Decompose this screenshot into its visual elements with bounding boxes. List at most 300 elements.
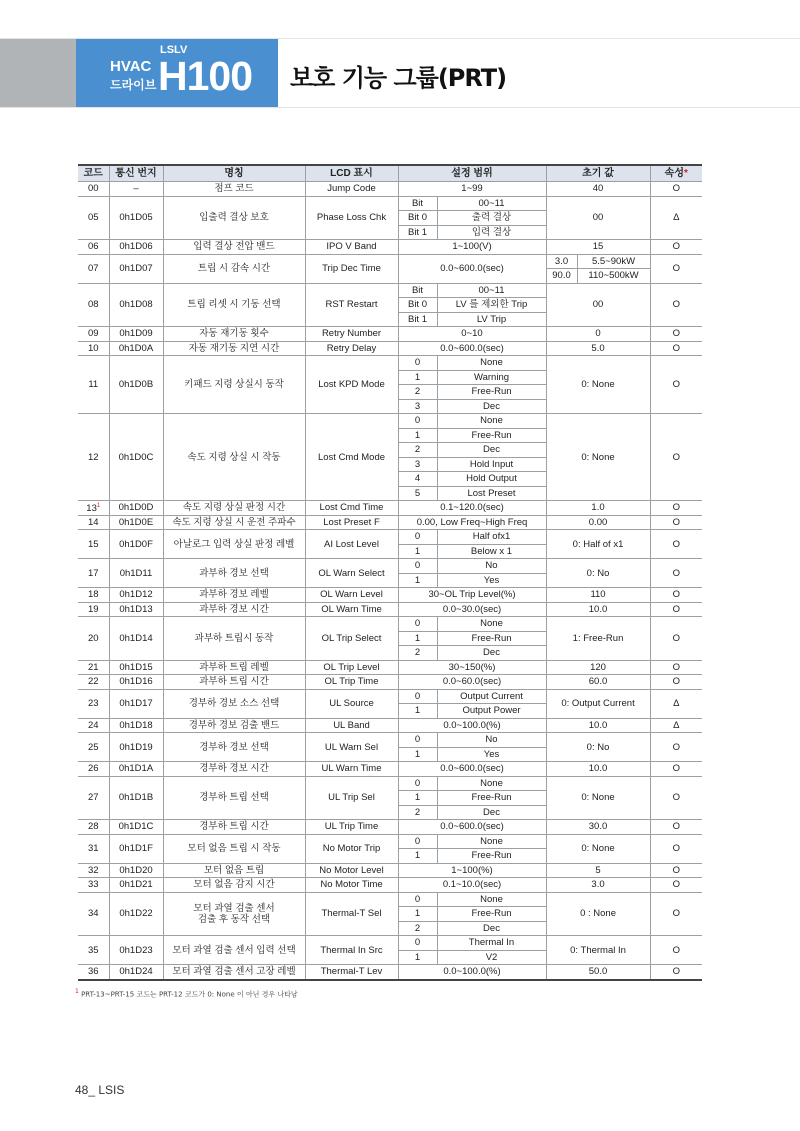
row-address: 0h1D1A xyxy=(109,762,163,777)
page-title: 보호 기능 그룹(PRT) xyxy=(290,64,507,92)
row-address: 0h1D14 xyxy=(109,617,163,661)
row-range: 0.0~100.0(%) xyxy=(398,965,546,980)
row-initial: 50.0 xyxy=(546,965,650,980)
row-lcd: UL Band xyxy=(305,718,398,733)
range-value: Dec xyxy=(437,921,546,936)
table-row xyxy=(78,196,702,211)
range-key: 4 xyxy=(398,472,437,487)
range-value: Free-Run xyxy=(437,907,546,922)
row-address: 0h1D0C xyxy=(109,414,163,501)
row-lcd: Lost Preset F xyxy=(305,515,398,530)
row-attr: O xyxy=(650,936,702,965)
table-row xyxy=(78,182,702,197)
row-lcd: Phase Loss Chk xyxy=(305,196,398,240)
row-code xyxy=(78,675,109,690)
range-value: Dec xyxy=(437,646,546,661)
table-row xyxy=(78,675,702,690)
range-value: Free-Run xyxy=(437,849,546,864)
row-attr: O xyxy=(650,283,702,327)
row-code xyxy=(78,602,109,617)
code-value: 09 xyxy=(87,328,99,340)
row-initial: 15 xyxy=(546,240,650,255)
row-name: 속도 지령 상실 시 운전 주파수 xyxy=(163,515,305,530)
col-name: 명칭 xyxy=(163,165,305,182)
row-attr: O xyxy=(650,602,702,617)
range-key: 1 xyxy=(398,704,437,719)
row-attr: O xyxy=(650,776,702,820)
row-range: 0.0~60.0(sec) xyxy=(398,675,546,690)
range-value: Thermal In xyxy=(437,936,546,951)
code-value: 28 xyxy=(87,821,99,833)
row-attr: O xyxy=(650,588,702,603)
range-key: 2 xyxy=(398,646,437,661)
range-value: None xyxy=(437,892,546,907)
table-row xyxy=(78,878,702,893)
row-code xyxy=(78,733,109,762)
brand-top: HVAC xyxy=(110,58,152,75)
row-code xyxy=(78,196,109,240)
row-lcd: Trip Dec Time xyxy=(305,254,398,283)
code-value: 26 xyxy=(87,763,99,775)
range-value: Free-Run xyxy=(437,791,546,806)
row-initial: 0: Thermal In xyxy=(546,936,650,965)
row-address: 0h1D07 xyxy=(109,254,163,283)
range-key: 1 xyxy=(398,791,437,806)
row-name: 과부하 경보 레벨 xyxy=(163,588,305,603)
row-range: 1~100(V) xyxy=(398,240,546,255)
row-address: 0h1D21 xyxy=(109,878,163,893)
range-key: 0 xyxy=(398,356,437,371)
table-row xyxy=(78,718,702,733)
range-key: 1 xyxy=(398,573,437,588)
range-key: 0 xyxy=(398,689,437,704)
parameter-table xyxy=(78,164,702,981)
code-value: 34 xyxy=(87,908,99,920)
table-row xyxy=(78,689,702,704)
row-lcd: No Motor Time xyxy=(305,878,398,893)
row-attr: O xyxy=(650,501,702,516)
table-row xyxy=(78,617,702,632)
range-value: Free-Run xyxy=(437,428,546,443)
range-key: Bit 0 xyxy=(398,298,437,313)
row-address: 0h1D22 xyxy=(109,892,163,936)
code-value: 06 xyxy=(87,241,99,253)
table-row xyxy=(78,414,702,429)
row-initial: 60.0 xyxy=(546,675,650,690)
row-address: 0h1D09 xyxy=(109,327,163,342)
row-address: 0h1D11 xyxy=(109,559,163,588)
row-code xyxy=(78,327,109,342)
table-row xyxy=(78,820,702,835)
range-value: Lost Preset xyxy=(437,486,546,501)
range-value: No xyxy=(437,733,546,748)
table-row xyxy=(78,863,702,878)
row-name: 과부하 경보 선택 xyxy=(163,559,305,588)
row-code xyxy=(78,718,109,733)
row-address: 0h1D0E xyxy=(109,515,163,530)
row-address: 0h1D08 xyxy=(109,283,163,327)
code-value: 32 xyxy=(87,864,99,876)
row-name: 입출력 결상 보호 xyxy=(163,196,305,240)
row-code xyxy=(78,515,109,530)
row-code xyxy=(78,834,109,863)
row-name: 트립 시 감속 시간 xyxy=(163,254,305,283)
code-value: 00 xyxy=(87,183,99,195)
row-address: 0h1D13 xyxy=(109,602,163,617)
range-key: 1 xyxy=(398,631,437,646)
row-address: 0h1D06 xyxy=(109,240,163,255)
row-name: 트립 리셋 시 기동 선택 xyxy=(163,283,305,327)
row-attr: O xyxy=(650,965,702,980)
range-key: 1 xyxy=(398,849,437,864)
row-address: 0h1D1C xyxy=(109,820,163,835)
table-row xyxy=(78,733,702,748)
table-row xyxy=(78,515,702,530)
range-key: Bit xyxy=(398,196,437,211)
code-value: 14 xyxy=(87,516,99,528)
row-attr: O xyxy=(650,892,702,936)
row-name: 과부하 경보 시간 xyxy=(163,602,305,617)
row-lcd: Retry Delay xyxy=(305,341,398,356)
range-value: Dec xyxy=(437,443,546,458)
row-name: 아날로그 입력 상실 판정 레벨 xyxy=(163,530,305,559)
model-label: H100 xyxy=(158,53,253,99)
row-initial: 120 xyxy=(546,660,650,675)
row-name: 과부하 트립 레벨 xyxy=(163,660,305,675)
row-address: 0h1D12 xyxy=(109,588,163,603)
row-lcd: UL Source xyxy=(305,689,398,718)
table-row xyxy=(78,602,702,617)
row-attr: O xyxy=(650,254,702,283)
header-banner xyxy=(0,38,800,108)
table-row xyxy=(78,530,702,545)
range-value: None xyxy=(437,834,546,849)
row-initial: 0: None xyxy=(546,414,650,501)
range-value: Output Power xyxy=(437,704,546,719)
row-attr: O xyxy=(650,675,702,690)
code-value: 36 xyxy=(87,966,99,978)
row-address: – xyxy=(109,182,163,197)
row-attr: O xyxy=(650,733,702,762)
range-value: 입력 결상 xyxy=(437,225,546,240)
range-key: 0 xyxy=(398,733,437,748)
row-code xyxy=(78,965,109,980)
table-row xyxy=(78,660,702,675)
code-value: 07 xyxy=(87,263,99,274)
row-lcd: UL Warn Sel xyxy=(305,733,398,762)
initial-value: 3.0 xyxy=(546,254,577,269)
table-row xyxy=(78,327,702,342)
row-name: 점프 코드 xyxy=(163,182,305,197)
row-name: 모터 없음 트립 시 작동 xyxy=(163,834,305,863)
footnote-ref: 1 xyxy=(96,503,101,510)
range-value: Half ofx1 xyxy=(437,530,546,545)
table-row xyxy=(78,588,702,603)
row-code xyxy=(78,414,109,501)
row-name: 경부하 경보 선택 xyxy=(163,733,305,762)
row-range: 0.0~600.0(sec) xyxy=(398,820,546,835)
range-key: 0 xyxy=(398,892,437,907)
row-attr: O xyxy=(650,559,702,588)
table-row xyxy=(78,776,702,791)
row-code xyxy=(78,356,109,414)
range-key: 1 xyxy=(398,370,437,385)
range-value: Warning xyxy=(437,370,546,385)
page-number: 48_ LSIS xyxy=(75,1083,125,1097)
row-initial: 110 xyxy=(546,588,650,603)
row-attr: O xyxy=(650,515,702,530)
table-row xyxy=(78,936,702,951)
code-value: 08 xyxy=(87,299,99,311)
footnote-marker: 1 xyxy=(75,988,79,995)
range-key: 0 xyxy=(398,936,437,951)
row-range: 1~100(%) xyxy=(398,863,546,878)
code-value: 22 xyxy=(87,676,99,688)
row-name: 경부하 경보 검출 밴드 xyxy=(163,718,305,733)
row-lcd: OL Warn Select xyxy=(305,559,398,588)
row-attr: O xyxy=(650,820,702,835)
row-address: 0h1D05 xyxy=(109,196,163,240)
row-initial: 10.0 xyxy=(546,718,650,733)
table-row xyxy=(78,283,702,298)
row-address: 0h1D17 xyxy=(109,689,163,718)
row-code xyxy=(78,863,109,878)
row-address: 0h1D15 xyxy=(109,660,163,675)
code-value: 35 xyxy=(87,944,99,956)
row-attr: Δ xyxy=(650,196,702,240)
range-value: No xyxy=(437,559,546,574)
row-lcd: Jump Code xyxy=(305,182,398,197)
row-range: 0.0~100.0(%) xyxy=(398,718,546,733)
range-key: 1 xyxy=(398,907,437,922)
row-name: 모터 없음 감지 시간 xyxy=(163,878,305,893)
code-value: 17 xyxy=(87,567,99,579)
col-lcd: LCD 표시 xyxy=(305,165,398,182)
code-value: 18 xyxy=(87,589,99,601)
row-name: 키패드 지령 상실시 동작 xyxy=(163,356,305,414)
row-initial: 10.0 xyxy=(546,602,650,617)
code-value: 19 xyxy=(87,603,99,615)
range-value: Yes xyxy=(437,747,546,762)
col-attr-label: 속성 xyxy=(664,168,684,179)
range-key: Bit xyxy=(398,283,437,298)
row-initial: 0: None xyxy=(546,776,650,820)
row-name: 경부하 트립 선택 xyxy=(163,776,305,820)
row-attr: O xyxy=(650,414,702,501)
col-attr xyxy=(650,165,702,182)
range-value: Free-Run xyxy=(437,631,546,646)
row-code xyxy=(78,254,109,283)
range-key: 2 xyxy=(398,805,437,820)
row-lcd: OL Trip Select xyxy=(305,617,398,661)
range-value: Hold Output xyxy=(437,472,546,487)
row-initial: 30.0 xyxy=(546,820,650,835)
table-row xyxy=(78,356,702,371)
row-code xyxy=(78,588,109,603)
col-address: 통신 번지 xyxy=(109,165,163,182)
row-code xyxy=(78,283,109,327)
range-key: 2 xyxy=(398,385,437,400)
row-lcd: OL Warn Level xyxy=(305,588,398,603)
range-value: Hold Input xyxy=(437,457,546,472)
range-value: 00~11 xyxy=(437,283,546,298)
row-range: 0.1~120.0(sec) xyxy=(398,501,546,516)
row-initial: 0: Output Current xyxy=(546,689,650,718)
table-row xyxy=(78,254,702,269)
range-value: Dec xyxy=(437,805,546,820)
range-value: None xyxy=(437,356,546,371)
row-lcd: OL Trip Time xyxy=(305,675,398,690)
row-code xyxy=(78,936,109,965)
range-value: V2 xyxy=(437,950,546,965)
row-range: 0.0~600.0(sec) xyxy=(398,341,546,356)
row-address: 0h1D20 xyxy=(109,863,163,878)
row-lcd: UL Trip Time xyxy=(305,820,398,835)
code-value: 05 xyxy=(87,212,99,224)
range-value: 00~11 xyxy=(437,196,546,211)
row-code xyxy=(78,820,109,835)
row-attr: O xyxy=(650,660,702,675)
row-lcd: Thermal-T Lev xyxy=(305,965,398,980)
row-initial: 0 : None xyxy=(546,892,650,936)
row-initial: 40 xyxy=(546,182,650,197)
col-range: 설정 범위 xyxy=(398,165,546,182)
row-address: 0h1D1B xyxy=(109,776,163,820)
row-initial: 0.00 xyxy=(546,515,650,530)
row-initial: 10.0 xyxy=(546,762,650,777)
row-initial: 5.0 xyxy=(546,341,650,356)
row-lcd: UL Warn Time xyxy=(305,762,398,777)
range-key: 0 xyxy=(398,559,437,574)
code-value: 23 xyxy=(87,698,99,709)
row-range: 0.00, Low Freq~High Freq xyxy=(398,515,546,530)
row-range: 0.0~600.0(sec) xyxy=(398,254,546,283)
row-attr: O xyxy=(650,863,702,878)
row-lcd: Thermal In Src xyxy=(305,936,398,965)
row-lcd: No Motor Level xyxy=(305,863,398,878)
row-lcd: Lost Cmd Time xyxy=(305,501,398,516)
row-name: 경부하 경보 시간 xyxy=(163,762,305,777)
table-row xyxy=(78,240,702,255)
row-initial: 0: No xyxy=(546,559,650,588)
row-name: 경부하 경보 소스 선택 xyxy=(163,689,305,718)
row-name: 모터 과열 검출 센서 고장 레벨 xyxy=(163,965,305,980)
row-lcd: AI Lost Level xyxy=(305,530,398,559)
range-key: 2 xyxy=(398,443,437,458)
banner-gray-block xyxy=(0,39,76,107)
row-attr: O xyxy=(650,762,702,777)
range-key: 0 xyxy=(398,414,437,429)
range-key: 3 xyxy=(398,399,437,414)
brand-bottom: 드라이브 xyxy=(110,78,157,92)
row-range: 0.1~10.0(sec) xyxy=(398,878,546,893)
range-key: 0 xyxy=(398,834,437,849)
row-address: 0h1D0A xyxy=(109,341,163,356)
row-attr: O xyxy=(650,834,702,863)
row-lcd: Retry Number xyxy=(305,327,398,342)
range-key: 0 xyxy=(398,530,437,545)
row-initial: 00 xyxy=(546,196,650,240)
row-lcd: Lost Cmd Mode xyxy=(305,414,398,501)
initial-value: 90.0 xyxy=(546,269,577,284)
row-initial: 5 xyxy=(546,863,650,878)
code-value: 31 xyxy=(87,843,99,854)
row-name: 모터 과열 검출 센서 입력 선택 xyxy=(163,936,305,965)
range-value: Dec xyxy=(437,399,546,414)
code-value: 11 xyxy=(88,379,99,390)
row-range: 30~OL Trip Level(%) xyxy=(398,588,546,603)
row-code xyxy=(78,892,109,936)
range-value: None xyxy=(437,776,546,791)
row-name: 속도 지령 상실 시 작동 xyxy=(163,414,305,501)
code-value: 27 xyxy=(87,792,99,804)
row-attr: O xyxy=(650,878,702,893)
row-range: 1~99 xyxy=(398,182,546,197)
row-attr: O xyxy=(650,327,702,342)
row-attr: O xyxy=(650,530,702,559)
code-value: 15 xyxy=(87,538,99,550)
range-key: 3 xyxy=(398,457,437,472)
range-value: None xyxy=(437,414,546,429)
row-address: 0h1D0F xyxy=(109,530,163,559)
row-code xyxy=(78,341,109,356)
code-value: 21 xyxy=(87,661,99,673)
row-code xyxy=(78,776,109,820)
row-name: 모터 과열 검출 센서 검출 후 동작 선택 xyxy=(163,892,305,936)
row-attr: O xyxy=(650,240,702,255)
row-name: 입력 결상 전압 밴드 xyxy=(163,240,305,255)
row-name: 과부하 트립시 동작 xyxy=(163,617,305,661)
series-label: LSLV xyxy=(160,44,188,56)
row-initial: 0: None xyxy=(546,834,650,863)
product-logo xyxy=(76,39,278,107)
table-row xyxy=(78,834,702,849)
row-name: 경부하 트립 시간 xyxy=(163,820,305,835)
range-key: Bit 1 xyxy=(398,312,437,327)
row-address: 0h1D0D xyxy=(109,501,163,516)
row-initial: 1: Free-Run xyxy=(546,617,650,661)
row-initial: 0: Half of x1 xyxy=(546,530,650,559)
code-value: 24 xyxy=(87,719,99,731)
row-name: 과부하 트립 시간 xyxy=(163,675,305,690)
row-name: 모터 없음 트립 xyxy=(163,863,305,878)
code-value: 33 xyxy=(87,879,99,891)
range-key: Bit 0 xyxy=(398,211,437,226)
footnote-text: PRT-13~PRT-15 코드는 PRT-12 코드가 0: None 이 아닌 경우 나타남 xyxy=(81,990,298,999)
range-key: 5 xyxy=(398,486,437,501)
row-code xyxy=(78,617,109,661)
table-row xyxy=(78,501,702,516)
row-lcd: No Motor Trip xyxy=(305,834,398,863)
range-key: 0 xyxy=(398,617,437,632)
row-code xyxy=(78,559,109,588)
row-range: 0.0~30.0(sec) xyxy=(398,602,546,617)
row-address: 0h1D24 xyxy=(109,965,163,980)
range-value: 출력 결상 xyxy=(437,211,546,226)
row-address: 0h1D19 xyxy=(109,733,163,762)
row-code xyxy=(78,689,109,718)
range-key: Bit 1 xyxy=(398,225,437,240)
range-value: Below x 1 xyxy=(437,544,546,559)
row-code xyxy=(78,878,109,893)
row-range: 0.0~600.0(sec) xyxy=(398,762,546,777)
row-attr: O xyxy=(650,182,702,197)
code-value: 20 xyxy=(87,632,99,644)
row-code xyxy=(78,182,109,197)
row-attr: O xyxy=(650,356,702,414)
row-lcd: RST Restart xyxy=(305,283,398,327)
table-row xyxy=(78,559,702,574)
